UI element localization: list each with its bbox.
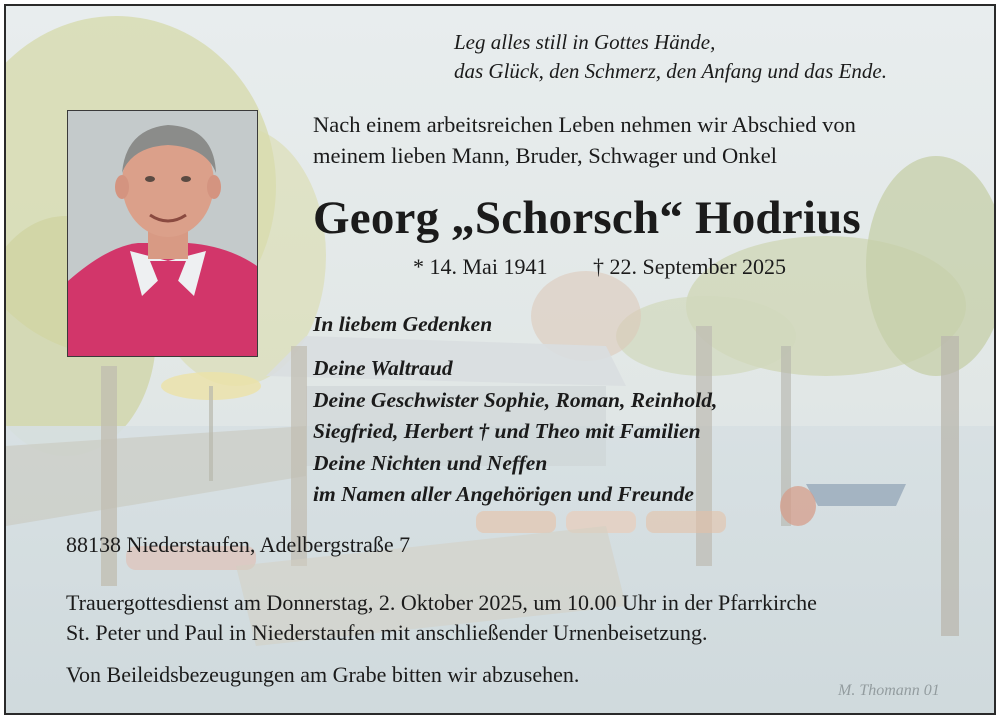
condolence-note: Von Beileidsbezeugungen am Grabe bitten wir abzusehen. [66, 662, 580, 687]
portrait-photo [67, 110, 258, 357]
intro-line: Nach einem arbeitsreichen Leben nehmen wir Abschied von [313, 112, 856, 137]
motto-line: das Glück, den Schmerz, den Anfang und das Ende. [454, 59, 887, 83]
intro-line: meinem lieben Mann, Bruder, Schwager und Onkel [313, 143, 777, 168]
farewell-intro [313, 109, 856, 171]
motto-verse [454, 28, 887, 86]
obituary-card [4, 4, 996, 715]
mourners-list [313, 353, 717, 511]
deceased-name: Georg „Schorsch“ Hodrius [313, 192, 861, 244]
memory-heading: In liebem Gedenken [313, 312, 493, 336]
death-date: † 22. September 2025 [592, 254, 787, 279]
funeral-service-info [66, 588, 817, 648]
life-dates [413, 253, 786, 281]
birth-date: * 14. Mai 1941 [413, 254, 548, 279]
service-line: Trauergottesdienst am Donnerstag, 2. Oktober 2025, um 10.00 Uhr in der Pfarrkirche [66, 590, 817, 615]
mourner-line: Deine Geschwister Sophie, Roman, Reinhold, [313, 387, 718, 412]
mourner-line: Deine Waltraud [313, 356, 453, 380]
mourner-line: im Namen aller Angehörigen und Freunde [313, 482, 694, 506]
mourner-line: Deine Nichten und Neffen [313, 450, 548, 475]
artist-signature: M. Thomann 01 [838, 682, 940, 699]
motto-line: Leg alles still in Gottes Hände, [454, 30, 716, 54]
mourner-line: Siegfried, Herbert † und Theo mit Familien [313, 419, 701, 443]
service-line: St. Peter und Paul in Niederstaufen mit anschließender Urnenbeisetzung. [66, 620, 708, 645]
family-address: 88138 Niederstaufen, Adelbergstraße 7 [66, 532, 411, 557]
